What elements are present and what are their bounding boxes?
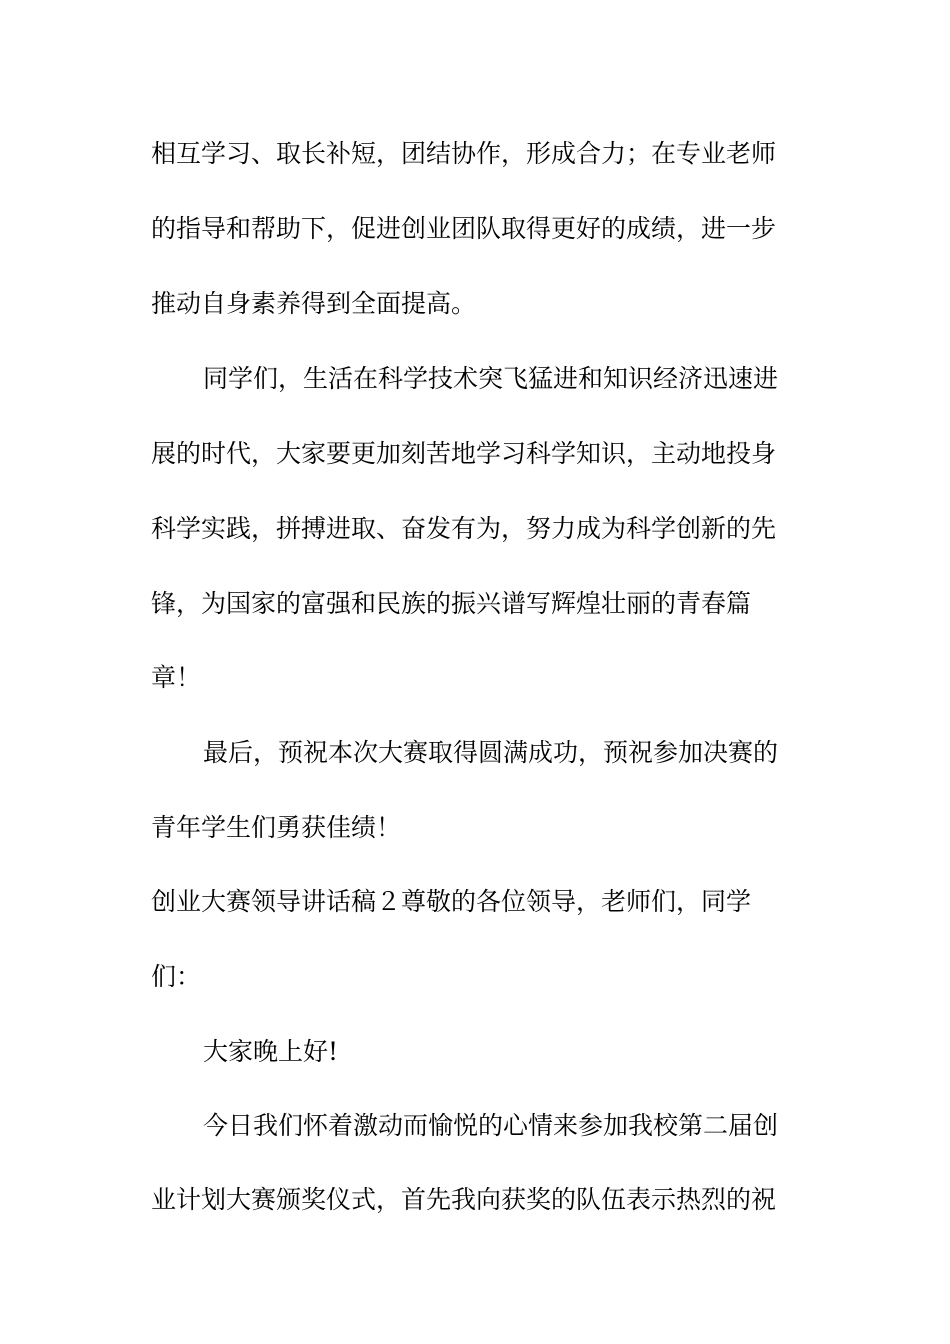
text-line: 们：: [151, 962, 202, 991]
text-line: 的指导和帮助下，促进创业团队取得更好的成绩，进一步: [151, 214, 777, 243]
paragraph-start-line: 今日我们怀着激动而愉悦的心情来参加我校第二届创: [203, 1111, 779, 1140]
text-line: 相互学习、取长补短，团结协作，形成合力；在专业老师: [151, 139, 777, 168]
text-line: 锋，为国家的富强和民族的振兴谱写辉煌壮丽的青春篇: [151, 589, 752, 618]
paragraph-start-line: 最后，预祝本次大赛取得圆满成功，预祝参加决赛的: [203, 738, 779, 767]
text-line: 章！: [151, 663, 202, 692]
greeting-line: 大家晚上好!: [203, 1037, 339, 1066]
text-line: 科学实践，拼搏进取、奋发有为，努力成为科学创新的先: [151, 514, 777, 543]
section-heading-line: 创业大赛领导讲话稿２尊敬的各位领导，老师们，同学: [151, 887, 752, 916]
paragraph-start-line: 同学们，生活在科学技术突飞猛进和知识经济迅速进: [203, 364, 779, 393]
text-line: 业计划大赛颁奖仪式，首先我向获奖的队伍表示热烈的祝: [151, 1185, 777, 1214]
text-line: 青年学生们勇获佳绩！: [151, 813, 402, 842]
text-line: 展的时代，大家要更加刻苦地学习科学知识，主动地投身: [151, 439, 777, 468]
text-line: 推动自身素养得到全面提高。: [151, 289, 477, 318]
